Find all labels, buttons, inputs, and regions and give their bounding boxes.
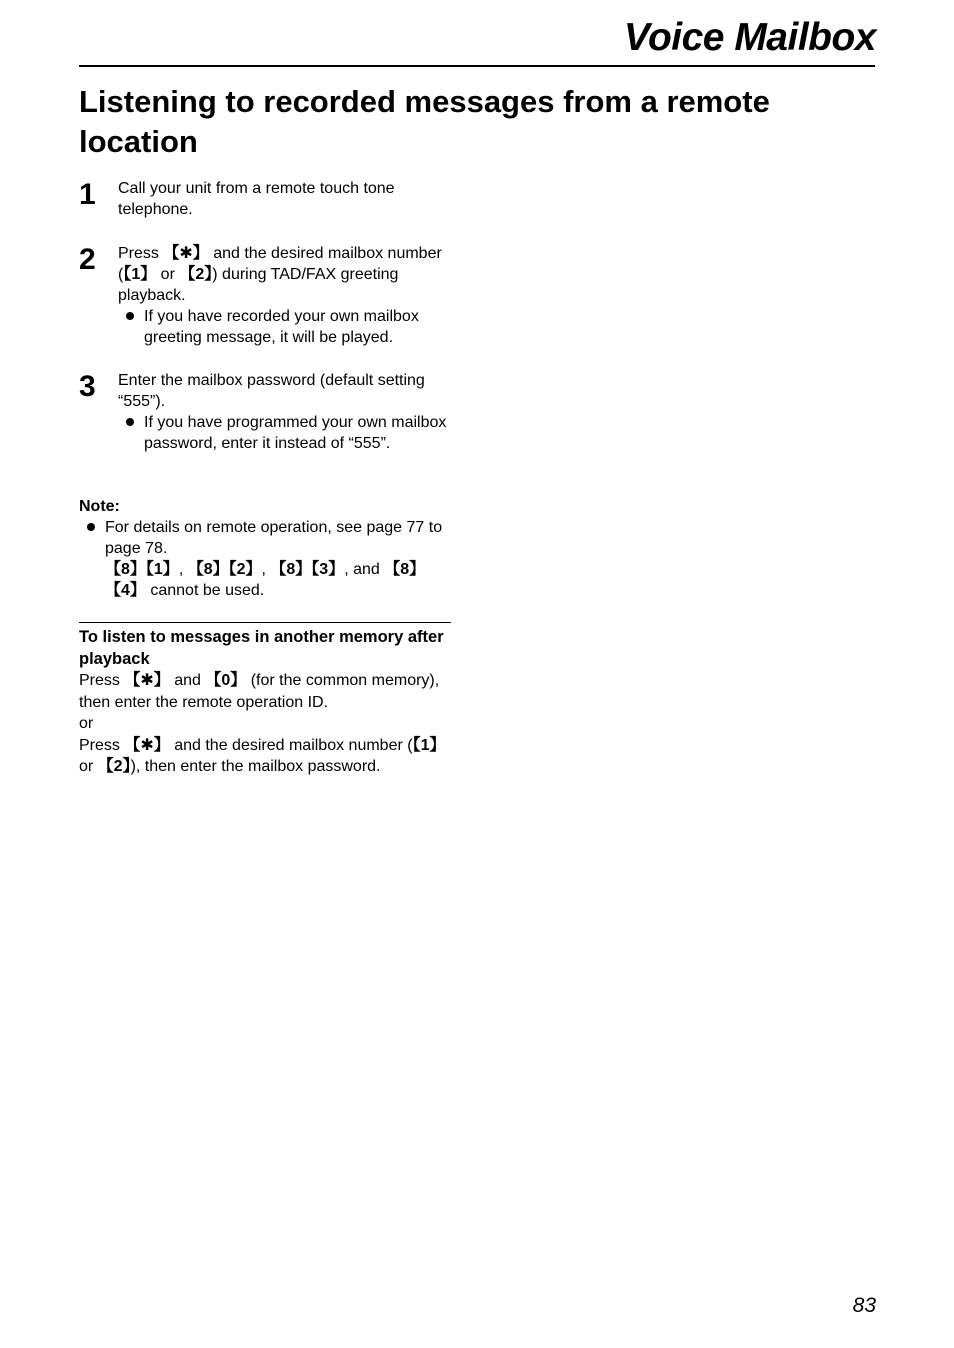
section-paragraph — [79, 735, 459, 778]
key-star: 【✱】 — [124, 736, 170, 754]
note-label: Note: — [79, 498, 120, 515]
step-1 — [79, 178, 451, 220]
section-heading: To listen to messages in another memory after playback — [79, 628, 444, 668]
key-8-4: 【8】【4】 — [105, 561, 426, 599]
step-bullet: If you have recorded your own mailbox greeting message, it will be played. — [118, 306, 451, 348]
text-run: , and — [344, 561, 385, 578]
section-rule — [79, 622, 451, 623]
step-text: Enter the mailbox password (default setting “555”). — [118, 372, 425, 410]
page-number: 83 — [852, 1294, 876, 1317]
text-run: Press — [118, 245, 164, 262]
text-run: (for the common memory), then enter the remote operation ID. — [79, 672, 440, 711]
page-heading: Listening to recorded messages from a remote location — [79, 84, 770, 159]
text-run: or — [156, 266, 180, 283]
text-run: , — [178, 561, 188, 578]
key-2: 【2】 — [179, 266, 213, 283]
key-8-2: 【8】【2】 — [187, 561, 262, 578]
step-number: 1 — [79, 178, 96, 211]
section-or: or — [79, 715, 94, 732]
section-another-memory — [79, 627, 459, 778]
step-bullet: If you have programmed your own mailbox password, enter it instead of “555”. — [118, 412, 451, 454]
header-title: Voice Mailbox — [623, 16, 876, 59]
note-item — [79, 517, 451, 601]
key-8-3: 【8】【3】 — [270, 561, 345, 578]
step-text — [118, 243, 451, 306]
key-0: 【0】 — [205, 672, 247, 689]
key-8-1: 【8】【1】 — [105, 561, 179, 578]
section-paragraph — [79, 670, 459, 713]
text-run: , — [261, 561, 271, 578]
text-run: ), then enter the mailbox password. — [130, 758, 381, 775]
text-run: ) during TAD/FAX greeting playback. — [118, 266, 399, 304]
text-run: Press — [79, 736, 125, 754]
step-number: 3 — [79, 370, 96, 403]
text-run: and the desired mailbox number ( — [118, 245, 442, 283]
step-number: 2 — [79, 243, 96, 276]
step-3 — [79, 370, 451, 454]
text-run: and — [169, 672, 206, 689]
note-line: For details on remote operation, see page 77 to page 78. — [105, 519, 443, 557]
key-2: 【2】 — [97, 758, 131, 775]
note-block — [79, 496, 451, 601]
key-1: 【1】 — [123, 266, 157, 283]
key-star: 【✱】 — [163, 245, 209, 262]
text-run: or — [79, 758, 98, 775]
key-1: 【1】 — [412, 736, 446, 754]
step-2 — [79, 243, 451, 348]
note-keys-line — [105, 559, 451, 601]
key-star: 【✱】 — [124, 672, 170, 689]
text-run: cannot be used. — [145, 582, 265, 599]
text-run: Press — [79, 672, 125, 689]
steps-list — [79, 178, 451, 454]
text-run: and the desired mailbox number ( — [169, 736, 413, 754]
step-text: Call your unit from a remote touch tone telephone. — [118, 180, 395, 218]
header-rule — [79, 65, 875, 67]
